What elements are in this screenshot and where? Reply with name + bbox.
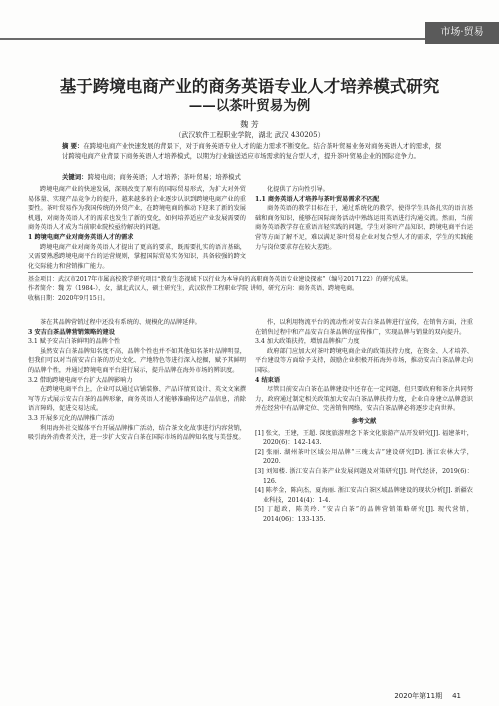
paragraph: 跨境电商产业对商务英语人才提出了更高的要求，既需要扎实的语言基础，又需要熟悉跨境电商平台的运营规则，掌握国际贸易实务知识，具备较强的跨文化交际能力和营销推广能力。 [28, 243, 246, 270]
page-footer [394, 691, 461, 701]
abstract-text: 在跨境电商产业快速发展的背景下，对于商务英语专业人才的能力需求不断变化。结合茶叶贸易业务对商务英语人才的需求，探讨跨境电商产业背景下商务英语人才培养模式，以期为行业输送适应市场需求的复合型人才，提升茶叶贸易企业的国际竞争力。 [62, 142, 442, 160]
issue-label: 2020年第11期 [394, 692, 443, 700]
paragraph: 政府部门应加大对茶叶跨境电商企业的政策扶持力度，在资金、人才培养、平台建设等方面给予支持，鼓励企业积极开拓海外市场，推动安吉白茶品牌走向国际。 [255, 347, 473, 374]
section-tag: 市场·贸易 [425, 22, 499, 44]
column-right-bottom [255, 318, 473, 524]
paragraph: 化提供了方向性引导。 [267, 186, 329, 193]
paragraph: 尽管目前安吉白茶在品牌建设中还存在一定问题，但只要政府和茶企共同努力，政府通过制定相关政策加大安吉白茶品牌扶持力度，企业自身建立品牌意识并在经营中有品牌定位、完善销售网络，安吉白茶品牌必将逐步走向世界。 [255, 386, 473, 413]
paragraph: 跨境电商产业的快速发展，深刻改变了原有的国际贸易形式，为扩大对外贸易体量、实现产品竞争力的提升，越来越多的企业逐步认识到跨境电商产业的重要性。茶叶贸易作为我国传统的外贸产业，在跨境电商的推动下迎来了新的发展机遇，对商务英语人才的需求也发生了新的变化，如何培养适应产业发展需要的商务英语人才成为当前职业院校亟待解决的问题。 [28, 186, 246, 232]
footnote-rule [28, 272, 473, 273]
paragraph: 虽然安吉白茶品牌知名度不高，品牌个性也并不如其他知名茶叶品牌明显，但我们可以对当前安吉白茶的历史文化、产地特色等进行深入挖掘，赋予其鲜明的品牌个性，并通过跨境电商平台进行展示，提升品牌在海外市场的辨识度。 [28, 347, 246, 374]
reference-item: [1] 张文，王建，王超. 深度旅游理念下茶文化旅游产品开发研究[J]. 福建茶叶，2020(6)：142-143. [255, 429, 473, 447]
subsection-heading: 3.1 赋予安吉白茶鲜明的品牌个性 [28, 338, 121, 346]
paragraph: 商务英语的教学目标在于，通过系统化的教学，使得学生具备扎实的语言基础和商务知识，能够在国际商务活动中熟练运用英语进行沟通交流。然而，当前商务英语教学存在重语言轻实践的问题，学生对茶叶产品知识、跨境电商平台运营等方面了解不足，难以满足茶叶贸易企业对复合型人才的需求，学生的实践能力与岗位要求存在较大差距。 [255, 205, 473, 251]
column-right-top [255, 185, 473, 252]
keywords-text: 跨境电商；商务英语；人才培养；茶叶贸易；培养模式 [87, 173, 241, 181]
section-heading: 4 结束语 [255, 376, 281, 384]
paragraph: 利用海外社交媒体平台开展品牌推广活动，结合茶文化故事进行内容营销，吸引海外消费者关注，进一步扩大安吉白茶在国际市场的品牌知名度与美誉度。 [28, 424, 246, 442]
paragraph: 茶在其品牌营销过程中还没有系统的、规模化的品牌延伸。 [40, 319, 201, 326]
column-left-top [28, 185, 246, 271]
reference-item: [5] 丁超政，陈美玲. “安吉白茶”的品牌营销策略研究[J]. 现代营销，2014(06)：133-135. [255, 506, 473, 523]
paragraph: 在跨境电商平台上，企业可以通过店铺装修、产品详情页设计、英文文案撰写等方式展示安吉白茶的品牌形象，商务英语人才能够准确传达产品信息，消除语言障碍，促进交易达成。 [28, 386, 246, 413]
abstract-label: 摘 要： [62, 142, 84, 150]
section-heading: 3 安吉白茶品牌营销策略的建设 [28, 328, 115, 336]
reference-item: [3] 刘知楼. 浙江安吉白茶产业发展问题及对策研究[J]. 时代经济，2019(6)：126. [255, 467, 473, 485]
received-date: 收稿日期：2020年9月15日。 [28, 294, 109, 302]
keywords-label: 关键词： [62, 173, 88, 181]
article-title: 基于跨境电商产业的商务英语专业人才培养模式研究 [59, 77, 440, 96]
footnote [28, 275, 473, 303]
reference-item: [2] 张丽. 湖州茶叶区域公用品牌“三瑰太吉”建设研究[D]. 浙江农林大学，2020. [255, 448, 473, 466]
abstract [62, 141, 442, 161]
section-heading: 1 跨境电商产业对商务英语人才的需求 [28, 233, 134, 241]
paragraph: 作，以利用物流平台的流动性对安吉白茶品牌进行宣传，在销售方面，注重在销售过程中和产品安吉白茶品牌的宣传推广，实现品牌与销量的双向提升。 [255, 319, 473, 336]
affiliation: （武汉软件工程职业学院，湖北 武汉 430205） [174, 131, 325, 139]
author: 魏 芳 [240, 120, 259, 129]
reference-item: [4] 陈孝金，陈向杰，夏海丽. 浙江安吉白茶区域品牌建设的现状分析[J]. 新疆农业科技，2014(4)：1-4. [255, 487, 473, 504]
fund-note: 基金项目：武汉市2017年市属高校教学研究项目“教育生态视域下以行业为本导向的高职商务英语专业建设探索”（编号2017122）的研究成果。 [28, 276, 413, 283]
article-subtitle: ——以茶叶贸易为例 [188, 98, 311, 114]
subsection-heading: 3.3 开展多元化的品牌推广活动 [28, 414, 115, 422]
subsection-heading: 3.4 加大政策扶持，增加品牌推广力度 [255, 338, 360, 346]
keywords [62, 172, 442, 182]
section-heading: 1.1 商务英语人才培养与茶叶贸易需求不匹配 [255, 195, 380, 203]
author-bio: 作者简介：魏 芳（1984-），女，湖北武汉人，硕士研究生，武汉软件工程职业学院 讲师，研究方向：商务英语、跨境电商。 [28, 285, 359, 293]
references-title: 参考文献 [351, 417, 377, 425]
subsection-heading: 3.2 借助跨境电商平台扩大品牌影响力 [28, 376, 133, 384]
page-number: 41 [452, 692, 461, 700]
column-left-bottom [28, 318, 246, 443]
